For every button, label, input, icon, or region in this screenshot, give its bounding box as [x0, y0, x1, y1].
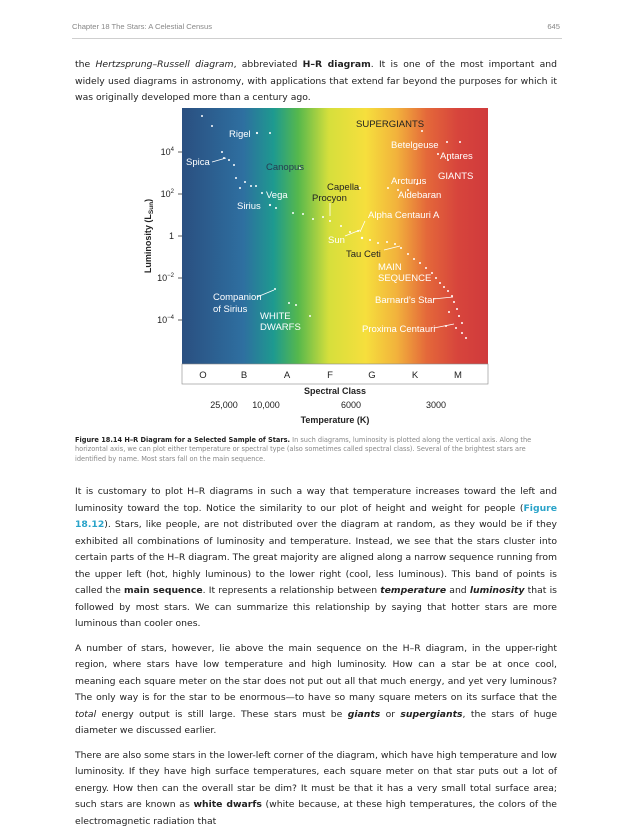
y-tick-label: 1	[168, 231, 174, 241]
y-tick-label: $10^4$	[160, 147, 174, 157]
intro-paragraph: the Hertzsprung–Russell diagram, abbreviated H–R diagram. It is one of the most important and widely used diagrams in astronomy, with applications that extend far beyond the purposes for which it was originally developed more than a century ago.	[75, 59, 557, 103]
caption-label: Figure 18.14 H–R Diagram for a Selected Sample of Stars.	[75, 436, 291, 444]
spectral-class-a: A	[283, 370, 291, 381]
star-label-antares: Antares	[440, 151, 473, 162]
paragraph-2: A number of stars, however, lie above the main sequence on the H–R diagram, in the upper-right region, where stars have low temperature and high luminosity. How can a star be at once cool, meaning each square meter on the star does not put out all that much energy, and yet very luminous? The only way is for the star to be enormous—to have so many square meters on its surface that the total energy output is still large. These stars must be giants or supergiants, the stars of huge diameter we discussed earlier.	[75, 642, 558, 736]
figure-caption	[75, 436, 557, 464]
temperature-tick: 6000	[340, 400, 362, 410]
region-giants: GIANTS	[438, 171, 474, 182]
temperature-tick: 25,000	[210, 400, 238, 410]
y-tick-labels	[157, 147, 175, 325]
star-label-sun: Sun	[328, 235, 345, 246]
temperature-labels	[210, 400, 446, 410]
star-label-companion-2: of Sirius	[213, 304, 248, 315]
star-label-procyon: Procyon	[312, 193, 347, 204]
paragraph-1: It is customary to plot H–R diagrams in such a way that temperature increases toward the left and luminosity toward the top. Notice the similarity to our plot of height and weight for people (Figure 18.12). Stars, like people, are not distributed over the diagram at random, as they would be if they exhibited all combinations of luminosity and temperature. Instead, we see that the stars cluster into certain parts of the H–R diagram. The great majority are aligned along a narrow sequence running from the upper left (hot, highly luminous) to the lower right (cool, less luminous). This band of points is called the main sequence. It represents a relationship between temperature and luminosity that is followed by most stars. We can summarize this relationship by saying that hotter stars are more luminous than cooler ones.	[75, 486, 557, 629]
star-label-companion-1: Companion	[213, 292, 262, 303]
star-label-vega: Vega	[266, 190, 288, 201]
spectral-class-f: F	[327, 370, 333, 381]
star-label-barnards-star: Barnard’s Star	[375, 295, 436, 306]
region-main-2: SEQUENCE	[378, 273, 432, 284]
star-label-proxima-centauri: Proxima Centauri	[362, 324, 436, 335]
body-paragraphs	[75, 484, 557, 838]
star-label-alpha-centauri-a: Alpha Centauri A	[368, 210, 440, 221]
region-wd-1: WHITE	[260, 311, 291, 322]
star-label-capella: Capella	[327, 182, 360, 193]
temperature-axis-label: Temperature (K)	[300, 415, 370, 425]
y-tick-label: $10^{-4}$	[157, 315, 174, 325]
page-number: 645	[547, 22, 560, 31]
star-label-spica: Spica	[186, 157, 210, 168]
y-tick-label: $10^{-2}$	[157, 273, 174, 283]
spectral-axis-box	[182, 364, 488, 384]
star-label-betelgeuse: Betelgeuse	[391, 140, 439, 151]
spectral-class-b: B	[240, 370, 248, 381]
spectral-class-k: K	[411, 370, 419, 381]
x-axis-label: Spectral Class	[303, 386, 367, 396]
star-label-arcturus: Arcturus	[391, 176, 427, 187]
region-supergiants: SUPERGIANTS	[356, 119, 425, 130]
spectral-class-g: G	[368, 370, 376, 381]
star-label-rigel: Rigel	[229, 129, 251, 140]
chapter-title: Chapter 18 The Stars: A Celestial Census	[72, 22, 212, 31]
spectral-class-o: O	[199, 370, 207, 381]
temperature-tick: 3000	[425, 400, 447, 410]
caption-text: In such diagrams, luminosity is plotted along the vertical axis. Along the horizontal axis, we can plot either temperature or spectral type (also sometimes called spectral class). Several of the brightest stars are identified by name. Most stars fall on the main sequence.	[75, 436, 532, 463]
region-wd-2: DWARFS	[260, 322, 301, 333]
star-label-aldebaran: Aldebaran	[398, 190, 442, 201]
y-ticks	[178, 152, 182, 320]
temperature-tick: 10,000	[252, 400, 280, 410]
paragraph-3: There are also some stars in the lower-left corner of the diagram, which have high temperature and low luminosity. If they have high surface temperatures, each square meter on that star puts out a lot of energy. How then can the overall star be dim? It must be that it has a very small total surface area; such stars are known as white dwarfs (white because, at these high temperatures, the colors of the electromagnetic radiation that	[75, 749, 558, 827]
star-label-sirius: Sirius	[237, 201, 261, 212]
star-label-canopus: Canopus	[266, 162, 305, 173]
spectral-class-m: M	[454, 370, 462, 381]
star-label-tau-ceti: Tau Ceti	[346, 249, 381, 260]
y-axis-label: Luminosity $(L_{Sun})$	[143, 198, 155, 274]
region-main-1: MAIN	[378, 262, 402, 273]
y-tick-label: $10^2$	[160, 189, 174, 199]
figure-link[interactable]: Figure 18.12	[75, 502, 557, 530]
